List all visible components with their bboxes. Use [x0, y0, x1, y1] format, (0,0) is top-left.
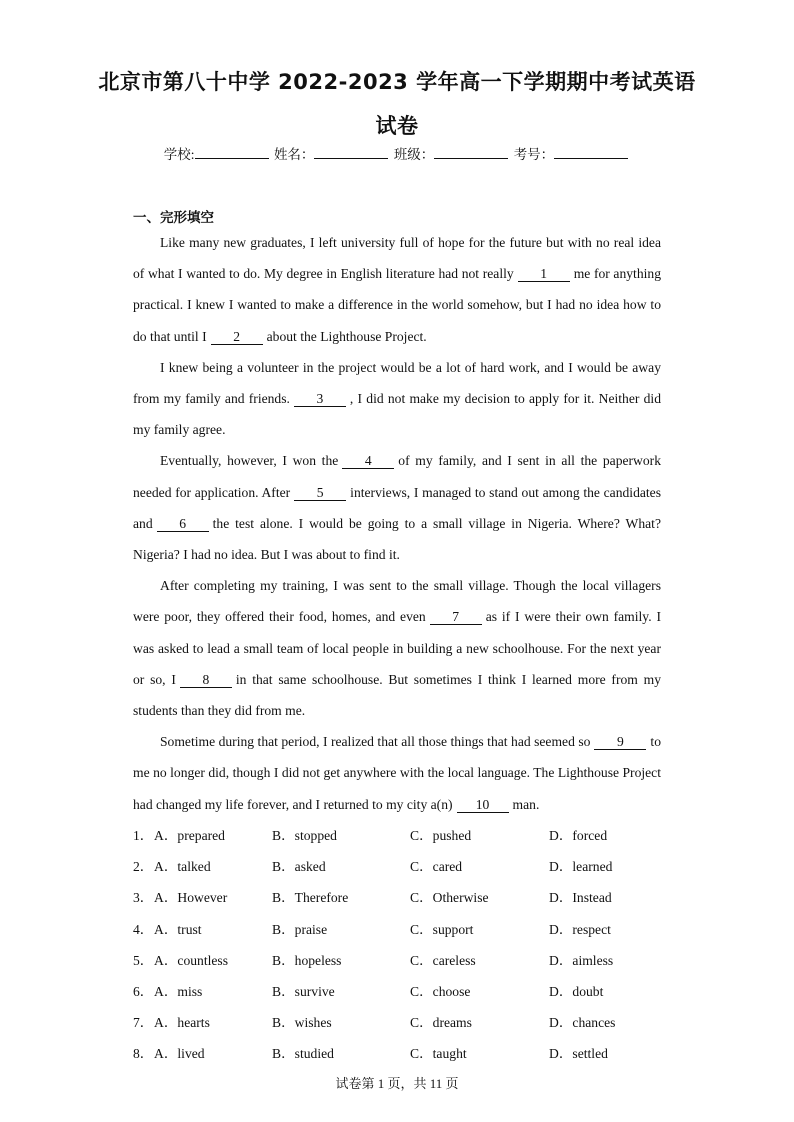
passage-text: I knew being a volunteer in the project would be a lot of hard work, and I would be away from my family and friends. — [133, 359, 661, 407]
option-a[interactable]: A．prepared — [154, 828, 225, 843]
option-d[interactable]: D．learned — [549, 859, 613, 875]
option-c[interactable]: C．taught — [410, 1046, 467, 1062]
question-number: 1． — [133, 828, 154, 843]
blank-8[interactable]: 8 — [180, 673, 232, 688]
page-footer: 试卷第 1 页，共 11 页 — [335, 1076, 459, 1091]
answer-options — [133, 820, 661, 1070]
question-number: 5． — [133, 952, 154, 968]
exam-number-label: 考号： — [513, 147, 555, 162]
blank-6[interactable]: 6 — [157, 517, 209, 532]
passage-text: , I did not make my decision to apply for it. Neither did my family agree. — [133, 391, 661, 438]
option-a[interactable]: A．hearts — [154, 1015, 210, 1031]
option-c[interactable]: C．choose — [410, 983, 471, 999]
document-title-line-1: 北京市第八十中学 2022-2023 学年高一下学期期中考试英语 — [98, 70, 696, 94]
passage-text: of my family, and I sent in all the paperwork needed for application. After — [133, 453, 661, 500]
option-b[interactable]: B．wishes — [272, 1015, 332, 1031]
school-label: 学校: — [163, 147, 195, 162]
passage-text: man. — [512, 796, 540, 812]
section-heading: 一、完形填空 — [133, 210, 214, 226]
option-b[interactable]: B．studied — [272, 1046, 334, 1062]
school-blank[interactable] — [195, 145, 269, 159]
option-d[interactable]: D．doubt — [549, 983, 604, 999]
option-c[interactable]: C．pushed — [410, 828, 472, 843]
option-c[interactable]: C．dreams — [410, 1015, 472, 1031]
option-a[interactable]: A．miss — [154, 983, 203, 999]
option-d[interactable]: D．respect — [549, 921, 611, 937]
document-title-line-2: 试卷 — [375, 114, 419, 138]
passage-text: in that same schoolhouse. But sometimes I think I learned more from my students than they did from me. — [133, 671, 661, 719]
passage-text: about the Lighthouse Project. — [266, 328, 427, 344]
passage-paragraph — [133, 227, 661, 352]
passage-text: Like many new graduates, I left university full of hope for the future but with no real idea of what I wanted to do. My degree in English literature had not really — [133, 235, 661, 282]
question-row — [133, 976, 661, 1007]
question-number: 2． — [133, 859, 154, 875]
option-c[interactable]: C．Otherwise — [410, 890, 489, 906]
question-row — [133, 1007, 661, 1038]
question-row — [133, 882, 661, 913]
name-label: 姓名： — [273, 147, 315, 162]
passage-paragraph — [133, 570, 661, 726]
passage-paragraph — [133, 726, 661, 820]
option-d[interactable]: D．forced — [549, 828, 608, 843]
blank-3[interactable]: 3 — [294, 392, 346, 407]
cloze-passage — [133, 227, 661, 820]
exam-number-blank[interactable] — [554, 145, 628, 159]
question-number: 3． — [133, 890, 154, 906]
blank-10[interactable]: 10 — [457, 798, 509, 813]
passage-text: interviews, I managed to stand out among the candidates and — [133, 484, 661, 531]
class-label: 班级： — [393, 147, 435, 162]
option-d[interactable]: D．chances — [549, 1015, 616, 1031]
option-d[interactable]: D．Instead — [549, 890, 612, 906]
option-c[interactable]: C．careless — [410, 952, 476, 968]
option-b[interactable]: B．stopped — [272, 828, 337, 843]
question-number: 7． — [133, 1015, 154, 1031]
passage-text: Sometime during that period, I realized that all those things that had seemed so — [160, 734, 591, 750]
name-blank[interactable] — [314, 145, 388, 159]
blank-7[interactable]: 7 — [430, 610, 482, 625]
question-row — [133, 820, 661, 851]
class-blank[interactable] — [434, 145, 508, 159]
student-info-row — [0, 145, 794, 164]
passage-paragraph — [133, 445, 661, 570]
option-b[interactable]: B．asked — [272, 859, 326, 875]
option-c[interactable]: C．support — [410, 921, 474, 937]
blank-4[interactable]: 4 — [342, 454, 394, 469]
blank-2[interactable]: 2 — [211, 330, 263, 345]
option-b[interactable]: B．Therefore — [272, 890, 349, 906]
question-row — [133, 1038, 661, 1069]
blank-1[interactable]: 1 — [518, 267, 570, 282]
question-number: 6． — [133, 983, 154, 999]
passage-text: to me no longer did, though I did not get anywhere with the local language. The Lighthouse Project had changed my life forever, and I returned to my city a(n) — [133, 734, 661, 812]
question-row — [133, 945, 661, 976]
passage-paragraph — [133, 352, 661, 446]
option-b[interactable]: B．praise — [272, 921, 328, 937]
question-number: 4． — [133, 921, 154, 937]
blank-9[interactable]: 9 — [594, 735, 646, 750]
option-a[interactable]: A．countless — [154, 952, 229, 968]
option-a[interactable]: A．However — [154, 890, 228, 906]
option-d[interactable]: D．settled — [549, 1046, 608, 1062]
question-row — [133, 851, 661, 882]
option-b[interactable]: B．survive — [272, 983, 335, 999]
option-b[interactable]: B．hopeless — [272, 952, 342, 968]
option-c[interactable]: C．cared — [410, 859, 463, 875]
option-a[interactable]: A．talked — [154, 859, 211, 875]
question-number: 8． — [133, 1046, 154, 1062]
option-d[interactable]: D．aimless — [549, 952, 614, 968]
passage-text: After completing my training, I was sent to the small village. Though the local villagers were poor, they offered their food, homes, and even — [133, 578, 661, 625]
passage-text: Eventually, however, I won the — [160, 453, 339, 469]
blank-5[interactable]: 5 — [294, 486, 346, 501]
passage-text: as if I were their own family. I was asked to lead a small team of local people in building a new schoolhouse. For the next year or so, I — [133, 609, 661, 687]
passage-text: the test alone. I would be going to a small village in Nigeria. Where? What? Nigeria? I had no idea. But I was about to find it. — [133, 515, 661, 563]
option-a[interactable]: A．trust — [154, 921, 202, 937]
question-row — [133, 914, 661, 945]
option-a[interactable]: A．lived — [154, 1046, 205, 1062]
passage-text: me for anything practical. I knew I wanted to make a difference in the world somehow, but I had no idea how to do that until I — [133, 266, 662, 344]
